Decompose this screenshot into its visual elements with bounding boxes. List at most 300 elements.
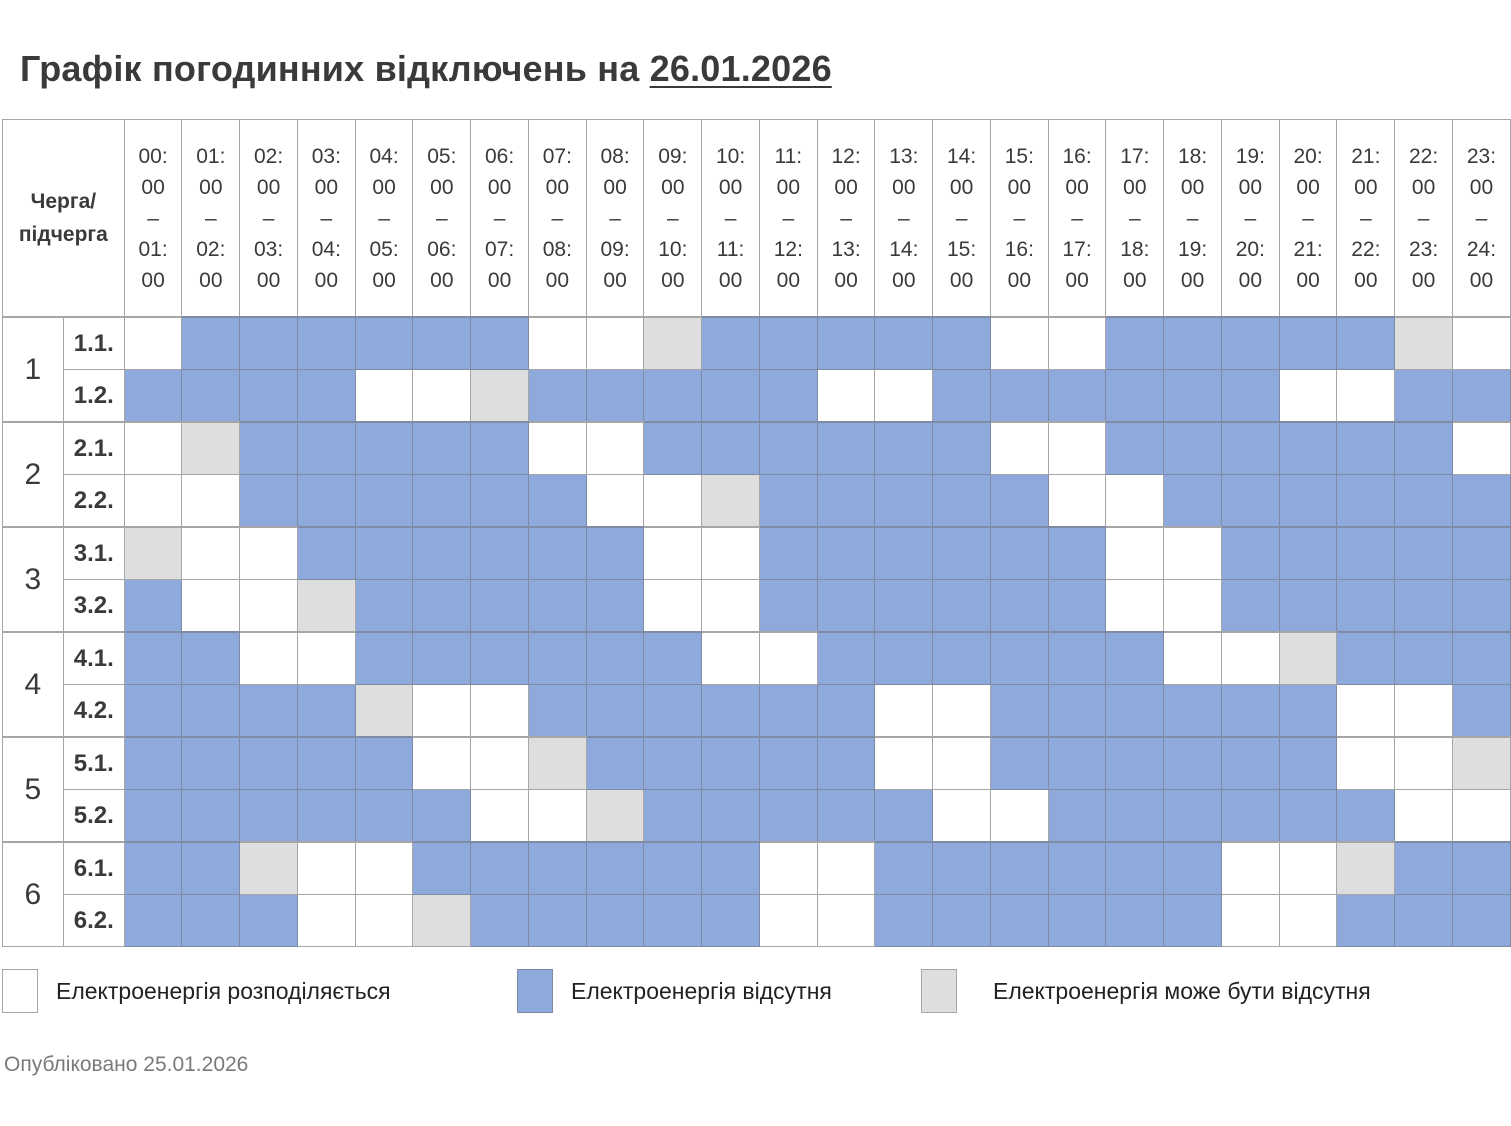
hour-header-part: 03: <box>311 144 341 168</box>
schedule-cell <box>240 737 298 790</box>
hour-header-part: 10: <box>715 144 746 168</box>
schedule-cell <box>1452 737 1510 790</box>
subqueue-label: 1.1. <box>63 317 124 370</box>
schedule-cell <box>875 422 933 475</box>
schedule-cell <box>644 580 702 633</box>
schedule-cell <box>182 317 240 370</box>
hour-header <box>240 120 298 318</box>
hour-header-part: – <box>493 206 506 230</box>
schedule-cell <box>182 685 240 738</box>
hour-header-part: 16: <box>1004 237 1034 261</box>
legend-item-power-off <box>517 969 832 1013</box>
schedule-cell <box>1337 790 1395 843</box>
table-row <box>3 685 1511 738</box>
hour-header <box>817 120 875 318</box>
hour-header-part: 17: <box>1062 237 1092 261</box>
hour-header-part: 00 <box>1296 268 1320 292</box>
schedule-cell <box>1164 737 1222 790</box>
schedule-cell <box>1452 842 1510 895</box>
hour-header-part: 00 <box>545 268 569 292</box>
schedule-cell <box>817 580 875 633</box>
table-row <box>3 895 1511 947</box>
hour-header-part: 21: <box>1351 144 1381 168</box>
schedule-cell <box>586 737 644 790</box>
schedule-cell <box>1048 370 1106 423</box>
schedule-cell <box>528 475 586 528</box>
schedule-cell <box>1164 580 1222 633</box>
hour-header <box>1395 120 1453 318</box>
schedule-cell <box>297 580 355 633</box>
schedule-cell <box>759 317 817 370</box>
hour-header-part: 00 <box>1180 175 1205 199</box>
hour-header-part: 00 <box>1007 175 1031 199</box>
schedule-cell <box>1164 422 1222 475</box>
schedule-cell <box>644 895 702 947</box>
schedule-cell <box>182 422 240 475</box>
hour-header <box>586 120 644 318</box>
schedule-cell <box>1106 895 1164 947</box>
queue-number: 3 <box>3 527 64 632</box>
schedule-cell <box>355 370 413 423</box>
hour-header-part: – <box>320 206 333 230</box>
schedule-cell <box>586 422 644 475</box>
hour-header-part: 19: <box>1177 237 1208 261</box>
table-row <box>3 527 1511 580</box>
schedule-cell <box>1279 842 1337 895</box>
schedule-cell <box>644 527 702 580</box>
hour-header-part: 20: <box>1235 237 1265 261</box>
hour-header-part: – <box>897 206 910 230</box>
schedule-cell <box>644 737 702 790</box>
hour-header-part: – <box>1417 206 1430 230</box>
hour-header-part: 22: <box>1408 144 1439 168</box>
schedule-cell <box>875 685 933 738</box>
hour-header <box>702 120 760 318</box>
hour-header-part: 00 <box>545 175 569 199</box>
schedule-cell <box>240 580 298 633</box>
hour-header-part: – <box>435 206 448 230</box>
subqueue-label: 5.2. <box>63 790 124 843</box>
schedule-cell <box>1106 527 1164 580</box>
published-date: Опубліковано 25.01.2026 <box>4 1053 249 1076</box>
schedule-cell <box>702 370 760 423</box>
schedule-cell <box>875 632 933 685</box>
hour-header-part: 02: <box>196 237 226 261</box>
hour-header-part: – <box>724 206 737 230</box>
schedule-cell <box>1221 737 1279 790</box>
schedule-cell <box>875 895 933 947</box>
hour-header-part: 14: <box>889 237 919 261</box>
hour-header <box>124 120 182 318</box>
schedule-cell <box>355 685 413 738</box>
schedule-cell <box>413 895 471 947</box>
schedule-cell <box>1395 790 1453 843</box>
hour-header-part: – <box>840 206 852 230</box>
schedule-cell <box>1337 895 1395 947</box>
schedule-cell <box>933 580 991 633</box>
schedule-cell <box>355 422 413 475</box>
title-text: Графік погодинних відключень на <box>20 48 640 89</box>
hour-header <box>1221 120 1279 318</box>
hours-header-row <box>3 120 1511 318</box>
schedule-cell <box>817 685 875 738</box>
hour-header-part: – <box>1475 206 1488 230</box>
hour-header-part: 15: <box>946 237 977 261</box>
schedule-cell <box>933 737 991 790</box>
queue-header-line2: підчерга <box>18 223 108 246</box>
schedule-cell <box>586 790 644 843</box>
hour-header <box>1452 120 1510 318</box>
hour-header-part: 00 <box>314 268 338 292</box>
schedule-cell <box>124 842 182 895</box>
schedule-cell <box>240 842 298 895</box>
hour-header <box>1279 120 1337 318</box>
hour-header-part: 00 <box>949 268 974 292</box>
hour-header-part: 00 <box>487 268 512 292</box>
schedule-cell <box>1452 317 1510 370</box>
schedule-cell <box>182 527 240 580</box>
schedule-cell <box>1048 527 1106 580</box>
schedule-cell <box>297 842 355 895</box>
legend-label: Електроенергія може бути відсутня <box>993 977 1371 1004</box>
page-title <box>20 48 832 90</box>
subqueue-label: 2.1. <box>63 422 124 475</box>
hour-header-part: 00 <box>430 175 454 199</box>
schedule-cell <box>586 370 644 423</box>
schedule-cell <box>875 842 933 895</box>
schedule-cell <box>528 790 586 843</box>
hour-header <box>933 120 991 318</box>
hour-header-part: 00 <box>372 175 396 199</box>
hour-header-part: 00 <box>1354 175 1378 199</box>
schedule-cell <box>413 527 471 580</box>
hour-header-part: 00 <box>1238 268 1262 292</box>
hour-header-part: – <box>666 206 679 230</box>
schedule-cell <box>1395 632 1453 685</box>
schedule-cell <box>702 790 760 843</box>
hour-header-part: 06: <box>427 237 457 261</box>
hour-header-part: 16: <box>1062 144 1092 168</box>
schedule-cell <box>1106 422 1164 475</box>
schedule-cell <box>1452 527 1510 580</box>
schedule-cell <box>1337 685 1395 738</box>
schedule-cell <box>1221 422 1279 475</box>
schedule-cell <box>528 580 586 633</box>
schedule-cell <box>1395 317 1453 370</box>
schedule-cell <box>1221 317 1279 370</box>
subqueue-label: 3.2. <box>63 580 124 633</box>
schedule-cell <box>182 842 240 895</box>
hour-header-part: 00 <box>1354 268 1378 292</box>
schedule-cell <box>759 527 817 580</box>
hour-header-part: 23: <box>1466 144 1497 168</box>
schedule-cell <box>1048 842 1106 895</box>
hour-header-part: 05: <box>369 237 399 261</box>
schedule-cell <box>297 317 355 370</box>
hour-header-part: 07: <box>542 144 572 168</box>
schedule-cell <box>1337 317 1395 370</box>
schedule-cell <box>817 842 875 895</box>
schedule-cell <box>413 685 471 738</box>
schedule-cell <box>644 790 702 843</box>
schedule-cell <box>702 527 760 580</box>
schedule-cell <box>413 632 471 685</box>
subqueue-label: 2.2. <box>63 475 124 528</box>
schedule-cell <box>355 580 413 633</box>
schedule-cell <box>817 527 875 580</box>
schedule-cell <box>413 790 471 843</box>
schedule-cell <box>1164 632 1222 685</box>
schedule-cell <box>1279 317 1337 370</box>
schedule-cell <box>1164 790 1222 843</box>
legend-swatch-blue <box>517 969 553 1013</box>
schedule-cell <box>644 475 702 528</box>
hour-header-part: 00 <box>834 175 858 199</box>
schedule-cell <box>528 895 586 947</box>
schedule-cell <box>240 317 298 370</box>
schedule-cell <box>355 842 413 895</box>
schedule-cell <box>990 685 1048 738</box>
schedule-cell <box>1106 370 1164 423</box>
schedule-cell <box>1337 632 1395 685</box>
hour-header-part: 04: <box>369 144 399 168</box>
schedule-cell <box>759 737 817 790</box>
schedule-cell <box>1048 737 1106 790</box>
schedule-cell <box>471 632 529 685</box>
hour-header <box>990 120 1048 318</box>
hour-header-part: – <box>378 206 390 230</box>
hour-header-part: 20: <box>1293 144 1323 168</box>
schedule-cell <box>702 580 760 633</box>
schedule-cell <box>1452 580 1510 633</box>
schedule-cell <box>759 632 817 685</box>
schedule-cell <box>413 370 471 423</box>
schedule-cell <box>1452 422 1510 475</box>
hour-header-part: 21: <box>1293 237 1323 261</box>
hour-header-part: 00 <box>718 268 743 292</box>
schedule-cell <box>875 790 933 843</box>
hour-header-part: 13: <box>889 144 919 168</box>
schedule-cell <box>413 580 471 633</box>
hour-header-part: – <box>1244 206 1257 230</box>
subqueue-label: 1.2. <box>63 370 124 423</box>
schedule-cell <box>644 685 702 738</box>
schedule-cell <box>1337 842 1395 895</box>
schedule-cell <box>1452 895 1510 947</box>
schedule-cell <box>586 317 644 370</box>
hour-header-part: 00 <box>1469 175 1494 199</box>
schedule-cell <box>1221 790 1279 843</box>
hour-header-part: 11: <box>716 237 745 261</box>
hour-header-part: 00 <box>1296 175 1320 199</box>
schedule-cell <box>1164 527 1222 580</box>
queue-header <box>3 120 125 318</box>
schedule-cell <box>1221 580 1279 633</box>
schedule-cell <box>875 475 933 528</box>
schedule-cell <box>990 527 1048 580</box>
schedule-cell <box>586 632 644 685</box>
hour-header-part: – <box>262 206 275 230</box>
schedule-cell <box>182 475 240 528</box>
schedule-cell <box>1106 317 1164 370</box>
schedule-cell <box>528 842 586 895</box>
schedule-cell <box>182 580 240 633</box>
hour-header-part: 11: <box>774 144 803 168</box>
schedule-cell <box>124 685 182 738</box>
schedule-cell <box>355 790 413 843</box>
subqueue-label: 4.2. <box>63 685 124 738</box>
hour-header <box>1106 120 1164 318</box>
schedule-cell <box>355 895 413 947</box>
schedule-cell <box>297 370 355 423</box>
table-row <box>3 842 1511 895</box>
schedule-cell <box>297 895 355 947</box>
hour-header-part: 00 <box>256 268 281 292</box>
table-row <box>3 632 1511 685</box>
schedule-cell <box>1279 895 1337 947</box>
schedule-cell <box>1395 895 1453 947</box>
schedule-cell <box>875 580 933 633</box>
schedule-cell <box>933 895 991 947</box>
schedule-cell <box>1395 370 1453 423</box>
schedule-cell <box>1395 842 1453 895</box>
schedule-cell <box>1221 685 1279 738</box>
schedule-cell <box>933 685 991 738</box>
schedule-cell <box>240 632 298 685</box>
schedule-cell <box>124 370 182 423</box>
schedule-cell <box>933 842 991 895</box>
schedule-cell <box>759 685 817 738</box>
schedule-cell <box>1221 370 1279 423</box>
legend-swatch-gray <box>921 969 957 1013</box>
hour-header-part: 24: <box>1466 237 1497 261</box>
legend-swatch-white <box>2 969 38 1013</box>
hour-header-part: 14: <box>946 144 977 168</box>
hour-header <box>1048 120 1106 318</box>
schedule-cell <box>471 790 529 843</box>
schedule-cell <box>1221 895 1279 947</box>
hour-header-part: 00 <box>661 175 685 199</box>
schedule-cell <box>1452 790 1510 843</box>
schedule-cell <box>586 685 644 738</box>
schedule-cell <box>702 632 760 685</box>
schedule-cell <box>817 370 875 423</box>
schedule-cell <box>413 737 471 790</box>
hour-header-part: – <box>204 206 217 230</box>
table-row <box>3 422 1511 475</box>
schedule-cell <box>182 370 240 423</box>
hour-header-part: 00 <box>718 175 743 199</box>
table-row <box>3 790 1511 843</box>
hour-header-part: – <box>782 206 795 230</box>
schedule-cell <box>297 527 355 580</box>
schedule-cell <box>933 790 991 843</box>
schedule-cell <box>1279 527 1337 580</box>
schedule-cell <box>644 632 702 685</box>
schedule-cell <box>182 895 240 947</box>
schedule-cell <box>1164 475 1222 528</box>
schedule-cell <box>240 790 298 843</box>
schedule-cell <box>875 317 933 370</box>
hour-header-part: 00 <box>1123 268 1147 292</box>
schedule-cell <box>1337 475 1395 528</box>
schedule-cell <box>413 422 471 475</box>
schedule-cell <box>875 370 933 423</box>
schedule-cell <box>124 790 182 843</box>
schedule-cell <box>759 422 817 475</box>
hour-header-part: 12: <box>773 237 803 261</box>
hour-header-part: 00 <box>141 268 165 292</box>
schedule-cell <box>702 422 760 475</box>
schedule-cell <box>1279 790 1337 843</box>
schedule-cell <box>528 685 586 738</box>
schedule-cell <box>1106 685 1164 738</box>
hour-header-part: – <box>1071 206 1083 230</box>
hour-header-part: 00 <box>661 268 685 292</box>
hour-header-part: 00 <box>430 268 454 292</box>
hour-header-part: 00 <box>892 175 916 199</box>
hour-header-part: – <box>955 206 968 230</box>
schedule-cell <box>471 422 529 475</box>
schedule-cell <box>1337 527 1395 580</box>
schedule-cell <box>990 580 1048 633</box>
hour-header-part: 01: <box>196 144 226 168</box>
schedule-cell <box>1395 422 1453 475</box>
hour-header-part: 07: <box>484 237 515 261</box>
schedule-cell <box>1337 422 1395 475</box>
hour-header <box>528 120 586 318</box>
schedule-cell <box>124 580 182 633</box>
hour-header-part: 04: <box>311 237 341 261</box>
schedule-cell <box>990 737 1048 790</box>
schedule-cell <box>1452 370 1510 423</box>
hour-header-part: – <box>147 206 159 230</box>
hour-header-part: 15: <box>1004 144 1034 168</box>
legend-item-power-maybe-off <box>921 969 1371 1013</box>
hour-header-part: 09: <box>658 144 688 168</box>
subqueue-label: 5.1. <box>63 737 124 790</box>
schedule-body <box>3 317 1511 947</box>
schedule-cell <box>817 737 875 790</box>
schedule-cell <box>817 790 875 843</box>
hour-header-part: 00 <box>949 175 974 199</box>
schedule-cell <box>124 475 182 528</box>
legend-label: Електроенергія розподіляється <box>56 977 391 1004</box>
schedule-cell <box>1106 842 1164 895</box>
schedule-cell <box>990 632 1048 685</box>
schedule-cell <box>1279 370 1337 423</box>
hour-header-part: 00 <box>603 175 627 199</box>
hour-header-part: 06: <box>484 144 515 168</box>
schedule-cell <box>817 632 875 685</box>
schedule-cell <box>1048 895 1106 947</box>
schedule-cell <box>1395 685 1453 738</box>
hour-header <box>1337 120 1395 318</box>
schedule-cell <box>702 475 760 528</box>
schedule-cell <box>702 842 760 895</box>
schedule-cell <box>933 632 991 685</box>
schedule-cell <box>644 317 702 370</box>
schedule-cell <box>1452 475 1510 528</box>
schedule-cell <box>355 317 413 370</box>
schedule-cell <box>875 737 933 790</box>
schedule-cell <box>1106 790 1164 843</box>
schedule-cell <box>1395 527 1453 580</box>
schedule-cell <box>182 632 240 685</box>
hour-header-part: 00 <box>1065 268 1089 292</box>
schedule-cell <box>1452 685 1510 738</box>
schedule-cell <box>471 527 529 580</box>
